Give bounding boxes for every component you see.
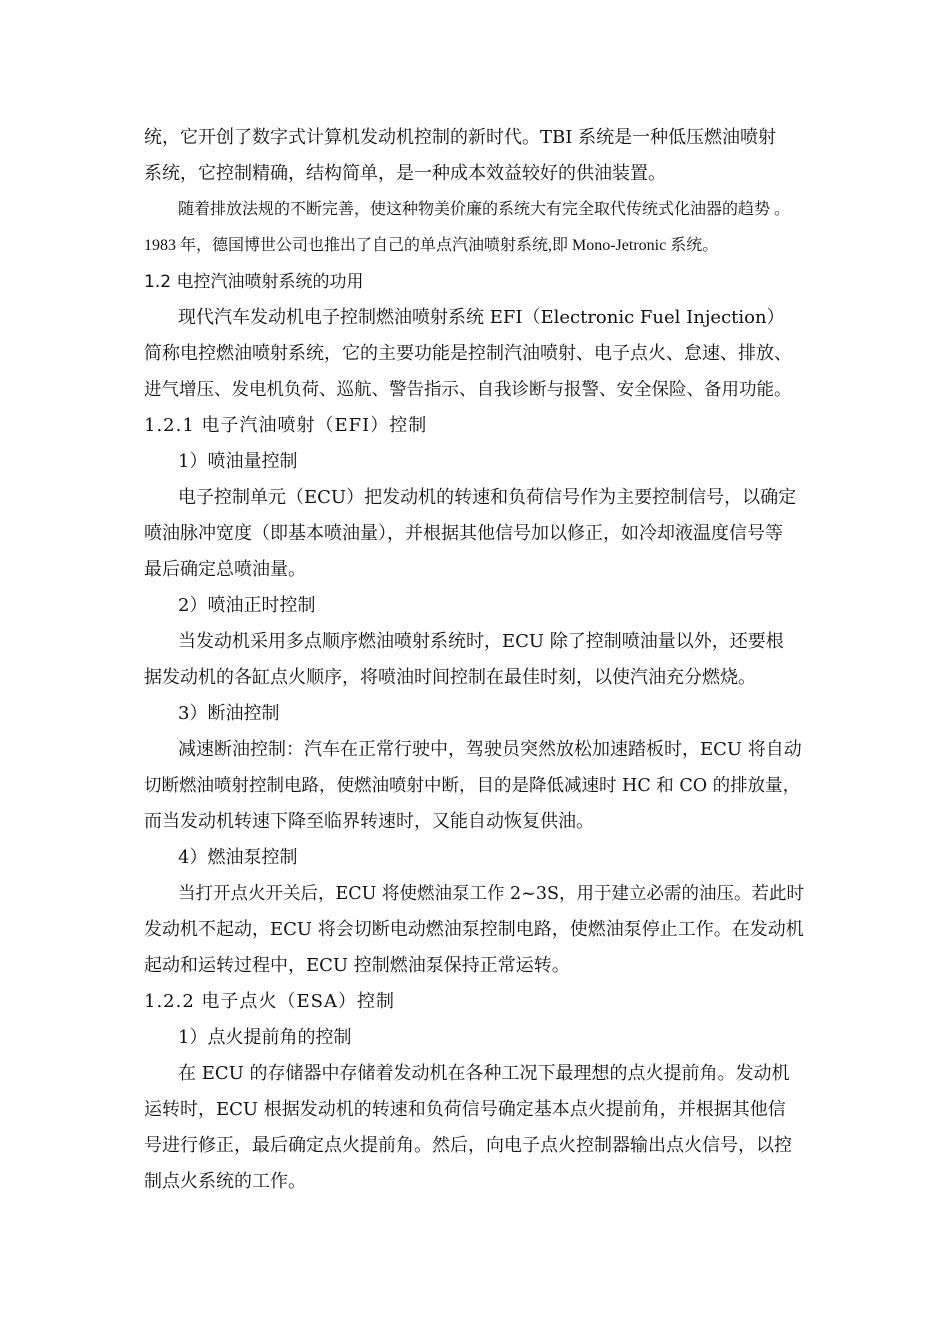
text-line: 起动和运转过程中，ECU 控制燃油泵保持正常运转。: [144, 955, 570, 976]
text-line: 而当发动机转速下降至临界转速时，又能自动恢复供油。: [144, 811, 594, 832]
subsection-heading: 1.2.2 电子点火（ESA）控制: [144, 991, 395, 1012]
list-heading: 4）燃油泵控制: [178, 847, 298, 868]
text-line: 进气增压、发电机负荷、巡航、警告指示、自我诊断与报警、安全保险、备用功能。: [144, 380, 792, 400]
text-line: 电子控制单元（ECU）把发动机的转速和负荷信号作为主要控制信号，以确定: [178, 487, 797, 508]
text-line: 在 ECU 的存储器中存储着发动机在各种工况下最理想的点火提前角。发动机: [178, 1063, 790, 1084]
list-heading: 3）断油控制: [178, 703, 280, 724]
text-line: 当发动机采用多点顺序燃油喷射系统时，ECU 除了控制喷油量以外，还要根: [178, 631, 784, 652]
text-line: 系统，它控制精确，结构简单，是一种成本效益较好的供油装置。: [144, 163, 666, 184]
text-line: 运转时，ECU 根据发动机的转速和负荷信号确定基本点火提前角，并根据其他信: [144, 1099, 786, 1120]
text-line: 1983 年，德国博世公司也推出了自己的单点汽油喷射系统,即 Mono-Jetronic 系统。: [144, 237, 719, 254]
text-line: 现代汽车发动机电子控制燃油喷射系统 EFI（Electronic Fuel Injection）: [178, 307, 785, 328]
list-heading: 1）喷油量控制: [178, 451, 298, 472]
list-heading: 2）喷油正时控制: [178, 595, 316, 616]
list-heading: 1）点火提前角的控制: [178, 1027, 352, 1048]
text-line: 号进行修正，最后确定点火提前角。然后，向电子点火控制器输出点火信号，以控: [144, 1135, 792, 1156]
text-line: 最后确定总喷油量。: [144, 559, 306, 580]
text-line: 发动机不起动，ECU 将会切断电动燃油泵控制电路，使燃油泵停止工作。在发动机: [144, 919, 804, 940]
text-line: 当打开点火开关后，ECU 将使燃油泵工作 2~3S，用于建立必需的油压。若此时: [178, 884, 804, 904]
text-line: 随着排放法规的不断完善，使这种物美价廉的系统大有完全取代传统式化油器的趋势 。: [178, 201, 791, 218]
text-line: 减速断油控制：汽车在正常行驶中，驾驶员突然放松加速踏板时，ECU 将自动: [178, 739, 802, 760]
text-line: 切断燃油喷射控制电路，使燃油喷射中断，目的是降低减速时 HC 和 CO 的排放量，: [144, 776, 801, 796]
text-line: 喷油脉冲宽度（即基本喷油量），并根据其他信号加以修正，如冷却液温度信号等: [144, 523, 783, 544]
text-line: 制点火系统的工作。: [144, 1171, 306, 1192]
text-line: 统，它开创了数字式计算机发动机控制的新时代。TBI 系统是一种低压燃油喷射: [144, 127, 777, 148]
text-line: 简称电控燃油喷射系统，它的主要功能是控制汽油喷射、电子点火、怠速、排放、: [144, 343, 792, 364]
subsection-heading: 1.2.1 电子汽油喷射（EFI）控制: [144, 415, 428, 436]
section-heading: 1.2 电控汽油喷射系统的功用: [144, 272, 364, 292]
text-line: 据发动机的各缸点火顺序，将喷油时间控制在最佳时刻，以使汽油充分燃烧。: [144, 667, 756, 688]
